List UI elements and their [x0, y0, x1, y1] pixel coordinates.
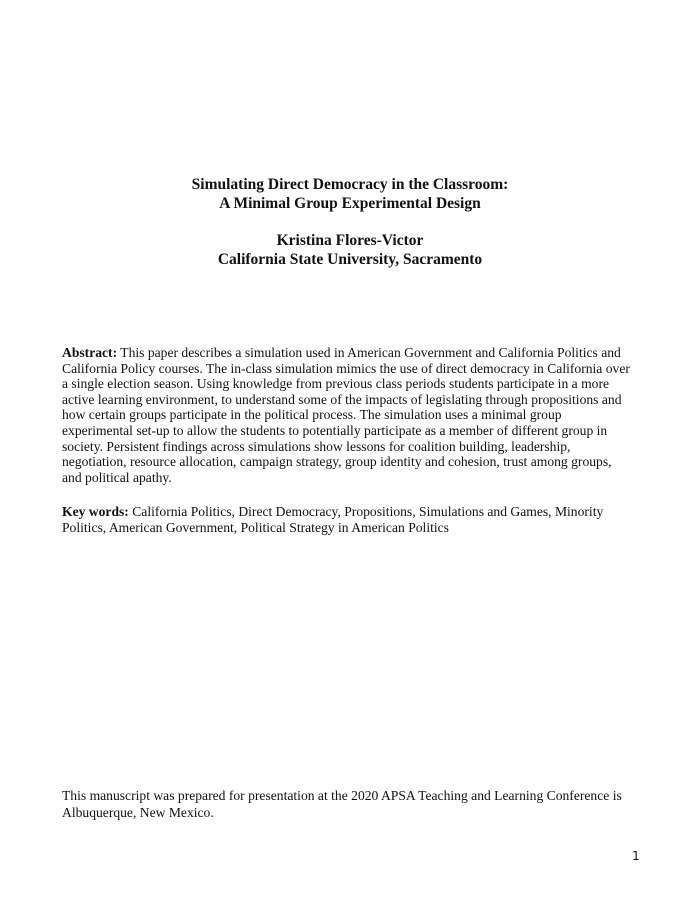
presentation-note-line: Albuquerque, New Mexico.	[62, 804, 214, 820]
keywords-label: Key words:	[62, 504, 129, 519]
keywords-paragraph	[62, 504, 642, 535]
paper-title-line-1: Simulating Direct Democracy in the Classroom:	[191, 176, 509, 193]
paper-title-line-2: A Minimal Group Experimental Design	[219, 195, 481, 212]
author-affiliation: California State University, Sacramento	[217, 251, 483, 268]
abstract-line: California Policy courses. The in-class simulation mimics the use of direct democracy in California over	[62, 360, 630, 376]
keywords-line: Key words: California Politics, Direct Democracy, Propositions, Simulations and Games, Minority	[62, 504, 604, 519]
abstract-line: experimental set-up to allow the students to potentially participate as a member of different group in	[62, 422, 608, 438]
abstract-line: and political apathy.	[62, 469, 172, 485]
author-name: Kristina Flores-Victor	[276, 232, 424, 249]
abstract-line: society. Persistent findings across simulations show lessons for coalition building, leadership,	[62, 438, 571, 454]
title-block	[0, 175, 700, 269]
abstract-line: a single election season. Using knowledge from previous class periods students participate in a more	[62, 376, 610, 392]
keywords-line: Politics, American Government, Political Strategy in American Politics	[62, 519, 449, 535]
abstract-line: negotiation, resource allocation, campaign strategy, group identity and cohesion, trust among groups,	[62, 454, 612, 470]
page-number: 1	[632, 849, 640, 863]
abstract-paragraph	[62, 345, 642, 485]
abstract-line: how certain groups participate in the political process. The simulation uses a minimal group	[62, 407, 562, 423]
presentation-note	[62, 788, 652, 821]
abstract-line: Abstract: This paper describes a simulation used in American Government and California Politics and	[62, 345, 621, 360]
abstract-label: Abstract:	[62, 345, 118, 360]
presentation-note-line: This manuscript was prepared for presentation at the 2020 APSA Teaching and Learning Conference is	[62, 788, 622, 803]
abstract-line: active learning environment, to understand some of the impacts of legislating through propositions and	[62, 391, 622, 407]
